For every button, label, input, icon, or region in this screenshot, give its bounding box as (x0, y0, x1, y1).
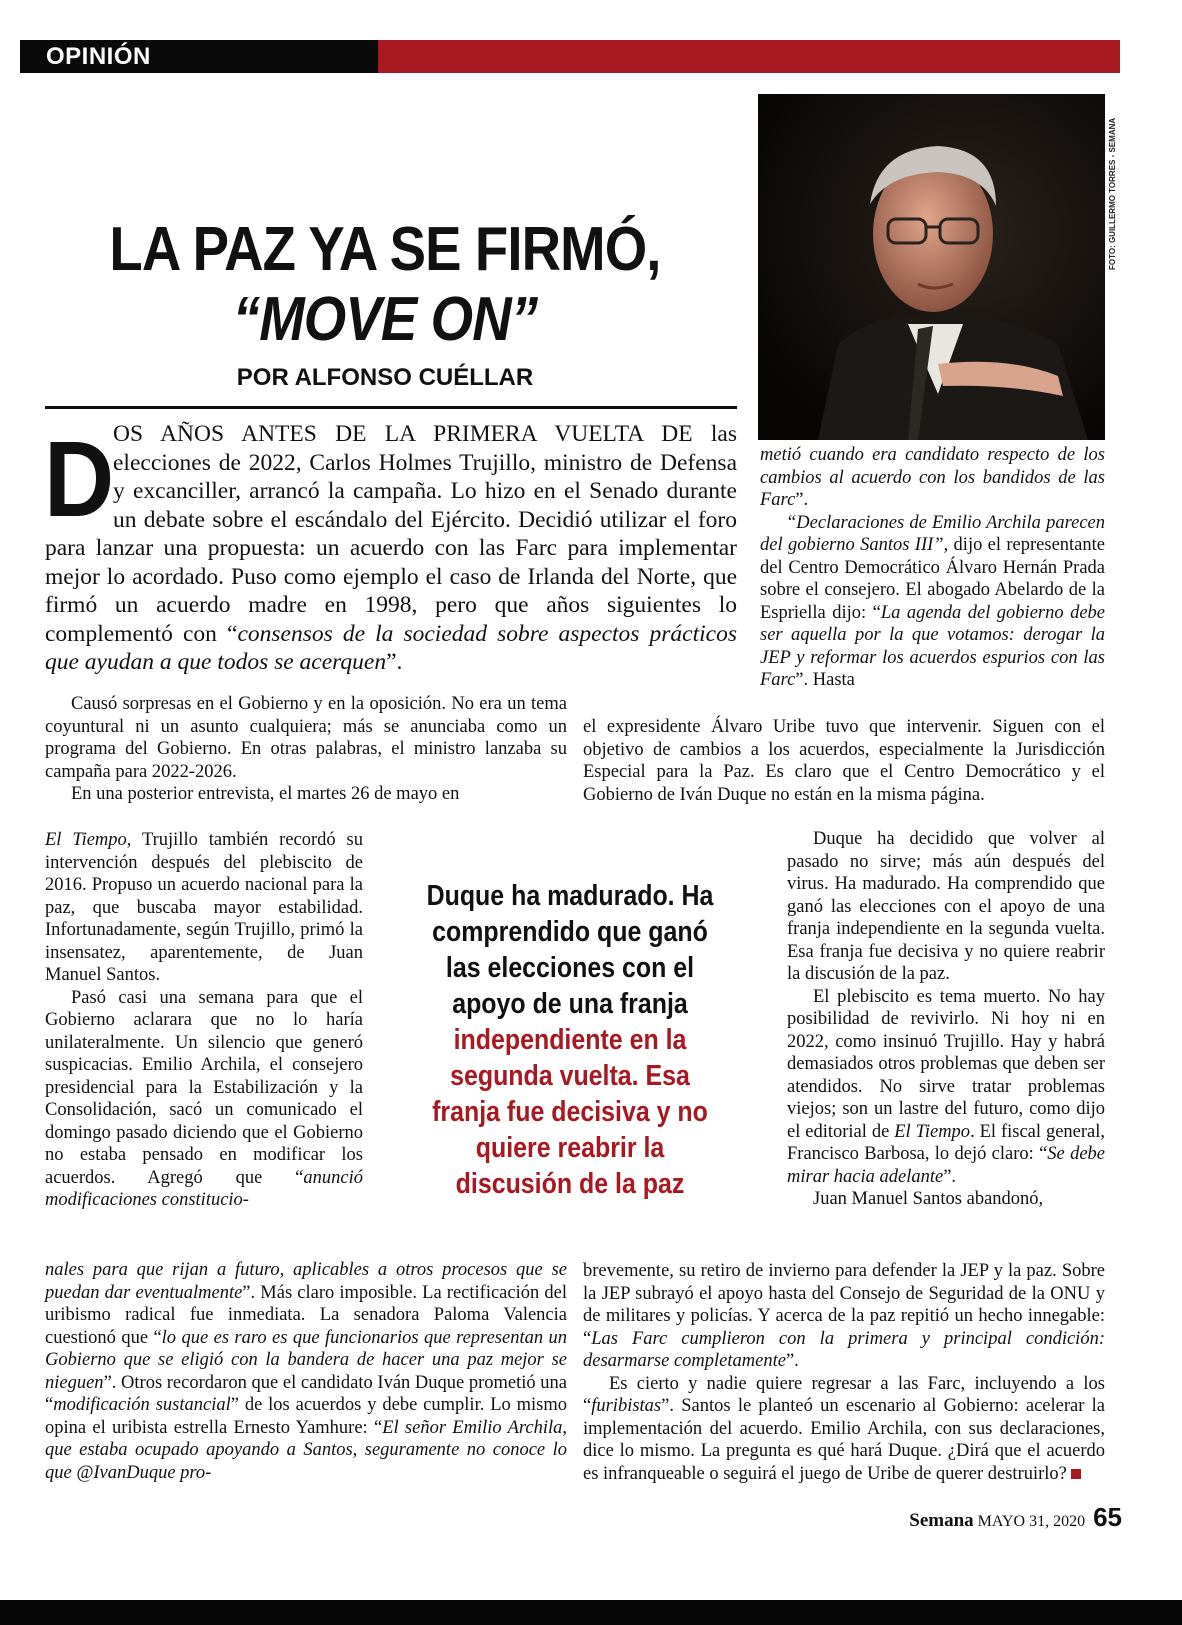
col1-p3d: ”. Más claro imposible. La rectificación del uribismo radical fue inmediata. La senadora Paloma Valencia cuestionó que “ (45, 1282, 567, 1348)
col2-paragraph-1 (760, 444, 1105, 512)
col2-q2-italic2: La agenda del gobierno debe ser aquella por la que votamos: derogar la JEP y reformar los acuerdos espurios con las Farc (760, 602, 1105, 690)
lead-quote: consensos de la sociedad sobre aspectos prácticos que ayudan a que todos se acerquen (45, 620, 737, 675)
col2-pleb-a: El plebiscito es tema muerto. No hay posibilidad de revivirlo. Ni hoy ni en 2022, como insinuó Trujillo. Hay y habrá demasiados otros problemas que deben ser atendidos. No sirve tratar problemas viejos; son un lastre del futuro, como dijo el editorial de (787, 986, 1105, 1142)
col1-p3h: ” de los acuerdos y debe cumplir. Lo mismo opina el uribista estrella Ernesto Yamhure: “ (45, 1395, 568, 1438)
col1-paragraph-2a: En una posterior entrevista, el martes 26 de mayo en (71, 784, 460, 804)
headline (81, 215, 688, 355)
col2-wide-paragraph-2 (583, 1260, 1105, 1373)
lead-close: ”. (386, 649, 403, 675)
col2-wide3b: furibistas (591, 1396, 662, 1416)
col1-paragraph-3-cont (45, 1259, 567, 1484)
headline-line2: “MOVE ON” (232, 285, 538, 354)
magazine-name: Semana (909, 1510, 974, 1531)
pull-quote-black: Duque ha madurado. Ha comprendido que ganó las elecciones con el apoyo de una franja (426, 880, 714, 1020)
lead-paragraph (45, 420, 737, 677)
col2-paragraph-santos: Juan Manuel Santos abandonó, (813, 1189, 1044, 1209)
col2-wide2c: ”. (785, 1351, 799, 1371)
col2-pleb-d: Se debe mirar hacia adelante (787, 1144, 1105, 1187)
col1-p3i: El señor Emilio Archila, que estaba ocupado apoyando a Santos, seguramente no conoce lo que @IvanDuque pro- (45, 1417, 567, 1483)
col1-narrow (45, 829, 363, 1212)
col2-narrow (787, 828, 1105, 1211)
byline: POR ALFONSO CUÉLLAR (236, 364, 534, 391)
portrait-illustration (758, 94, 1105, 440)
col1-p3c: nales para que rijan a futuro, aplicables a otros procesos que se puedan dar eventualmente (45, 1260, 567, 1303)
lead-text: OS AÑOS ANTES DE LA PRIMERA VUELTA DE las elecciones de 2022, Carlos Holmes Trujillo, ministro de Defensa y excanciller, arrancó la campaña. Lo hizo en el Senado durante un debate sobre el escándalo del Ejército. Decidió utilizar el foro para lanzar una propuesta: un acuerdo con las Farc para implementar mejor lo acordado. Puso como ejemplo el caso de Irlanda del Norte, que firmó un acuerdo madre en 1998, pero que años siguientes lo complementó con “ (45, 421, 737, 647)
col2-paragraph-duque: Duque ha decidido que volver al pasado no sirve; más aún después del virus. Ha madurado. Ha comprendido que ganó las elecciones con el apoyo de una franja independiente en la segunda vuelta. Esa franja fue decisiva y no quiere reabrir la discusión de la paz. (787, 829, 1105, 984)
col2-wide-2 (583, 1260, 1105, 1485)
col1-p3f: ”. Otros recordaron que el candidato Iván Duque prometió una “ (45, 1372, 567, 1415)
col2-q2-rest: , dijo el representante del Centro Democrático Álvaro Hernán Prada sobre el consejero. El abogado Abelardo de la Espriella dijo: “ (760, 535, 1105, 623)
photo-credit: FOTO: GUILLERMO TORRES - SEMANA (1108, 117, 1117, 270)
end-mark (1071, 1469, 1081, 1479)
scan-border (0, 1600, 1182, 1625)
col2-wide2b: Las Farc cumplieron con la primera y principal condición: desarmarse completamente (583, 1328, 1105, 1371)
section-label: OPINIÓN (20, 40, 378, 73)
col2-top (760, 444, 1105, 692)
pull-quote-red: independiente en la segunda vuelta. Esa franja fue decisiva y no quiere reabrir la discusión de la paz (432, 1024, 708, 1200)
col1-top (45, 693, 567, 806)
col1-p3e: lo que es raro es que funcionarios que representan un Gobierno que se eligió con la bandera de hacer una paz mejor se nieguen (45, 1327, 568, 1393)
col1-paragraph-2b (45, 829, 363, 987)
col2-wide3c: ”. Santos le planteó un escenario al Gobierno: acelerar la implementación del acuerdo. Emilio Archila, con sus declaraciones, dice lo mismo. La pregunta es qué hará Duque. ¿Dirá que el acuerdo es infranqueable o seguirá el juego de Uribe de querer destruirlo? (583, 1396, 1105, 1484)
col2-wide2a: brevemente, su retiro de invierno para defender la JEP y la paz. Sobre la JEP subrayó el apoyo hasta del Consejo de Seguridad de la ONU y de militares y policías. Y acerca de la paz repitió un hecho innegable: “ (583, 1261, 1105, 1349)
col2-paragraph-2 (760, 512, 1105, 692)
col1-paragraph-1: Causó sorpresas en el Gobierno y en la oposición. No era un tema coyuntural ni un asunto cualquiera; más se anunciaba como un programa del Gobierno. En otras palabras, el ministro lanzaba su campaña para 2022-2026. (45, 694, 567, 782)
col2-wide3a: Es cierto y nadie quiere regresar a las Farc, incluyendo a los “ (583, 1373, 1105, 1416)
col2-wide-paragraph-1: el expresidente Álvaro Uribe tuvo que intervenir. Siguen con el objetivo de cambios a los acuerdos, especialmente la Jurisdicción Especial para la Paz. Es claro que el Centro Democrático y el Gobierno de Iván Duque no están en la misma página. (583, 717, 1105, 805)
col1-paragraph-2c: , Trujillo también recordó su intervención después del plebiscito de 2016. Propuso un acuerdo nacional para la paz, que buscaba mayor estabilidad. Infortunadamente, según Trujillo, primó la insensatez, aparentemente, de Juan Manuel Santos. (45, 830, 363, 985)
col2-top-close: ”. (795, 490, 809, 510)
headline-line1: LA PAZ YA SE FIRMÓ, (109, 215, 661, 284)
author-photo (758, 94, 1105, 440)
pull-quote (415, 878, 725, 1202)
col2-wide-paragraph-3 (583, 1373, 1105, 1486)
col1-paragraph-3 (45, 987, 363, 1212)
el-tiempo-ref: El Tiempo (45, 830, 127, 850)
col2-wide-1 (583, 716, 1105, 806)
col1-bottom (45, 1259, 567, 1484)
col2-paragraph-plebiscito (787, 986, 1105, 1189)
drop-cap: D (44, 418, 115, 539)
issue-date: MAYO 31, 2020 (977, 1513, 1086, 1530)
col1-p3b: anunció modificaciones constitucio- (45, 1167, 363, 1210)
page-number: 65 (1093, 1502, 1122, 1532)
col1-p3a: Pasó casi una semana para que el Gobierno aclarara que no lo haría unilateralmente. Un silencio que generó suspicacias. Emilio Archila, el consejero presidencial para la Estabilización y la Consolidación, sacó un comunicado el domingo pasado diciendo que el Gobierno no estaba pensado en modificar los acuerdos. Agregó que “ (45, 987, 363, 1188)
section-band (20, 40, 1120, 73)
col1-p3g: modificación sustancial (53, 1395, 231, 1415)
col2-top-italic: metió cuando era candidato respecto de los cambios al acuerdo con los bandidos de las Farc (760, 445, 1105, 510)
headline-rule (45, 406, 737, 409)
col2-pleb-e: ”. (943, 1166, 957, 1187)
col2-pleb-c: . El fiscal general, Francisco Barbosa, lo dejó claro: “ (787, 1121, 1106, 1164)
col2-q2-italic: “Declaraciones de Emilio Archila parecen del gobierno Santos III” (760, 512, 1105, 555)
col2-q2-end: ”. Hasta (795, 670, 855, 690)
page-footer (909, 1502, 1122, 1533)
col2-pleb-b: El Tiempo (894, 1121, 971, 1142)
